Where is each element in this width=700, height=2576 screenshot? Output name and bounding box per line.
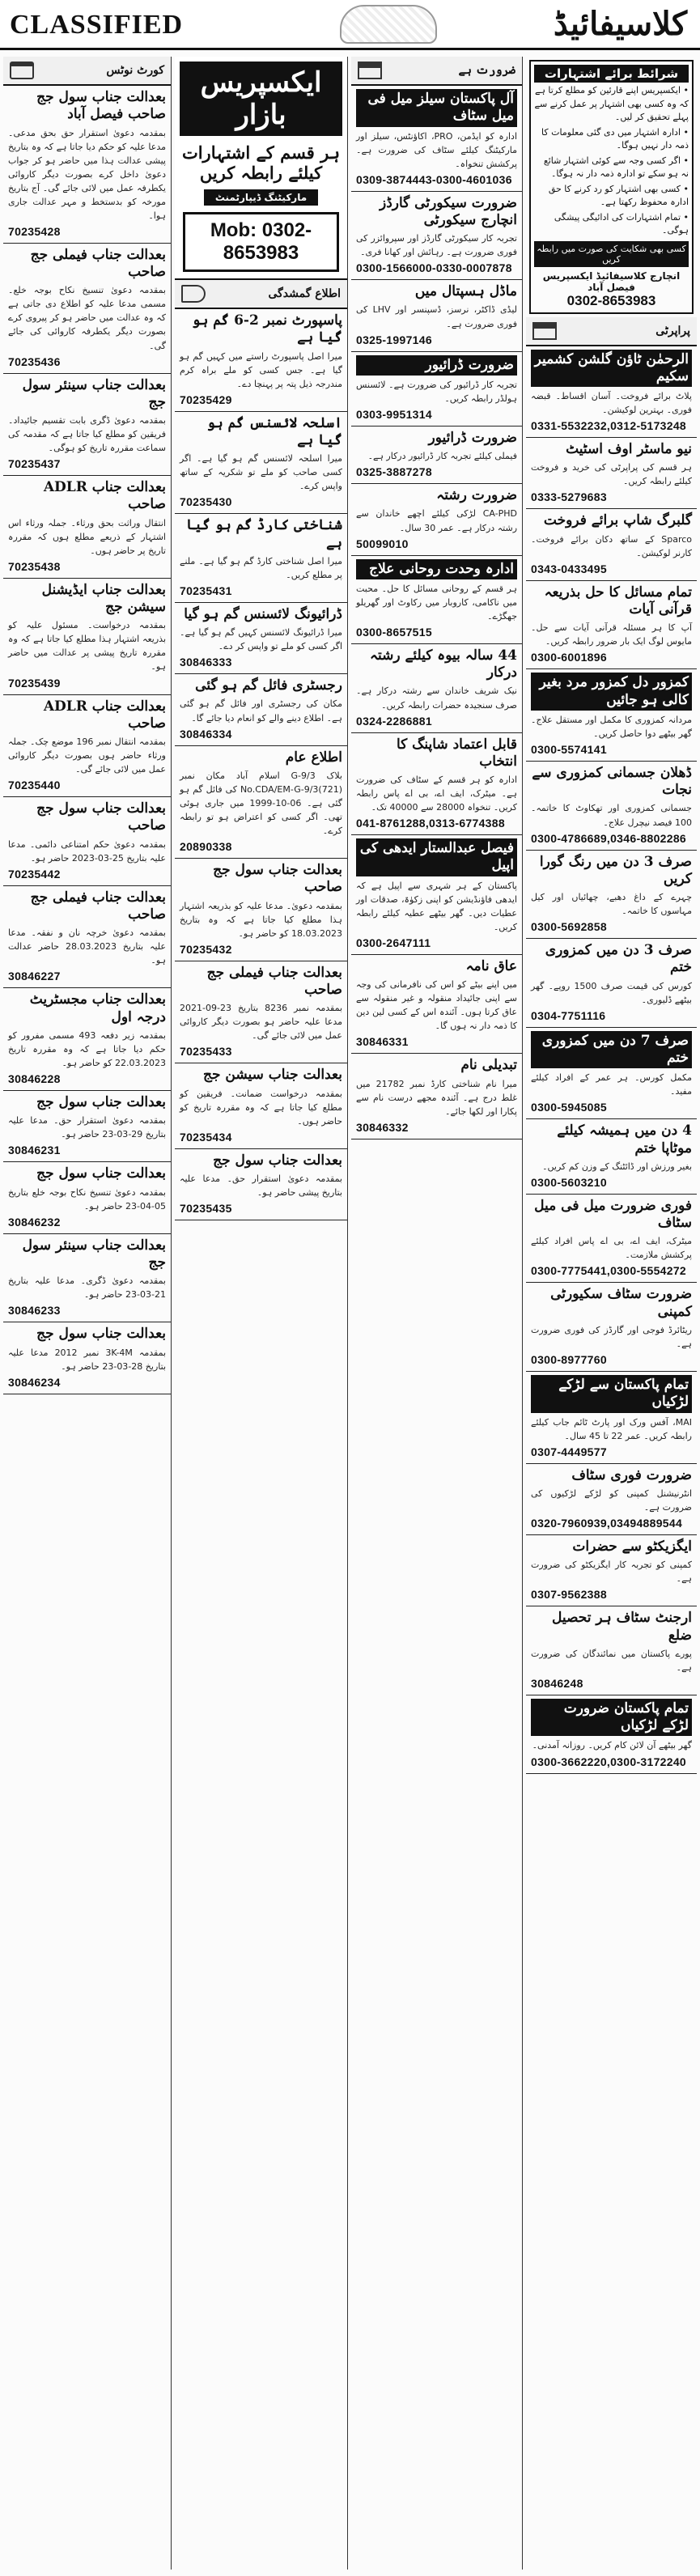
column-1 (3, 57, 172, 2570)
notice-rule: • اگر کسی وجہ سے کوئی اشتہار شائع نہ ہو سکے تو ادارہ ذمہ دار نہ ہوگا۔ (543, 155, 689, 179)
ad-title: ڈرائیونگ لائسنس گم ہو گیا (184, 605, 342, 622)
ad-phone: 70235437 (8, 457, 61, 471)
ad-body: بمقدمہ دعویٰ تنسیخ نکاح بوجہ خلع۔ مسمی مدعا علیہ کو اطلاع دی جاتی ہے کہ وہ عدالت میں حاضر ہو کر پیروی کرے بصورت دیگر یکطرفہ کاروائی کی جائے گی۔ (8, 285, 166, 351)
column-3 (351, 57, 523, 2570)
ad-title: نیو ماسٹر اوف اسٹیٹ (566, 441, 692, 458)
ad-title: ارجنٹ سٹاف ہر تحصیل ضلع (552, 1610, 692, 1644)
ad-phone: 0320-7960939,03494889544 (531, 1517, 683, 1530)
classified-ad (351, 556, 522, 644)
classified-ad (526, 939, 697, 1028)
ad-body: بمقدمہ دعویٰ ڈگری۔ مدعا علیہ بتاریخ 21-03-23 حاضر ہو۔ (8, 1275, 166, 1301)
col3-ad-list (351, 86, 522, 1139)
ad-title: بعدالت جناب سول جج (36, 1094, 166, 1111)
notice-phone: 0302-8653983 (566, 292, 656, 308)
classified-ad (351, 733, 522, 836)
classified-ad (526, 1695, 697, 1774)
classified-ad (526, 1535, 697, 1606)
ad-phone: 30846234 (8, 1375, 61, 1389)
ad-phone: 0325-1997146 (356, 333, 432, 346)
ad-body: بمقدمہ دعویٰ تنسیخ نکاح بوجہ خلع بتاریخ 05-04-23 حاضر ہو۔ (8, 1186, 166, 1212)
ad-phone: 0300-6001896 (531, 651, 607, 664)
ad-phone: 70235435 (180, 1202, 232, 1216)
ad-title: صرف 3 دن میں رنگ گورا کریں (539, 853, 692, 887)
notice-rule: • کسی بھی اشتہار کو رد کرنے کا حق ادارہ محفوظ رکھتا ہے۔ (548, 183, 689, 207)
express-bazaar-banner (175, 57, 347, 280)
ad-title: بعدالت جناب مجسٹریٹ درجہ اول (29, 991, 166, 1025)
ad-body: ادارہ کو ایڈمن، PRO، اکاؤنٹس، سیلز اور مارکیٹنگ کیلئے سٹاف کی ضرورت ہے۔ پرکشش تنخواہ۔ (356, 130, 517, 169)
ad-title: ضرورت سیکورٹی گارڈز انچارج سیکورٹی (380, 194, 517, 228)
classified-ad (351, 192, 522, 281)
ad-body: لیڈی ڈاکٹر، نرسز، ڈسپنسر اور LHV کی فوری ضرورت ہے۔ (356, 304, 518, 329)
ad-body: بمقدمہ زیر دفعہ 493 مسمی مفرور کو حکم دیا جاتا ہے کہ وہ مقررہ تاریخ 22.03.2023 کو حاضر ہو۔ (8, 1029, 166, 1068)
ad-body: پلاٹ برائے فروخت۔ آسان اقساط۔ قبضہ فوری۔ بہترین لوکیشن۔ (531, 391, 692, 416)
section-wanted (351, 57, 522, 86)
ad-title: کمزور دل کمزور مرد بغیر کالی ہو جائیں (531, 673, 692, 711)
classified-ad (175, 309, 347, 412)
classified-ad (526, 581, 697, 670)
ad-title: ضرورت ڈرائیور (428, 429, 517, 446)
classified-ad (3, 695, 171, 798)
ad-phone: 0300-5945085 (531, 1101, 607, 1114)
classified-ad (526, 1028, 697, 1120)
ad-phone: 0333-5279683 (531, 490, 607, 504)
section-title: اطلاع گمشدگی (268, 287, 341, 300)
ad-title: بعدالت جناب ADLR صاحب (43, 698, 166, 732)
terms-notice-box (529, 60, 694, 314)
ad-phone: 0300-7775441,0300-5554272 (531, 1264, 687, 1278)
ad-body: نیک شریف خاندان سے رشتہ درکار ہے۔ صرف سنجیدہ حضرات رابطہ کریں۔ (356, 685, 517, 711)
col4-ad-list (526, 346, 697, 1774)
banner-title: ایکسپریس بازار (180, 62, 342, 136)
ad-title: اسلحہ لائسنس گم ہو گیا ہے (206, 414, 342, 448)
ad-body: پورے پاکستان میں نمائندگان کی ضرورت ہے۔ (531, 1648, 692, 1673)
ad-title: تمام مسائل کا حل بذریعہ قرآنی آیات (544, 584, 692, 618)
document-icon (10, 62, 34, 79)
classified-ad (526, 1464, 697, 1535)
column-2 (175, 57, 348, 2570)
ad-phone: 70235430 (180, 495, 232, 509)
ad-phone: 30846248 (531, 1676, 583, 1690)
ad-phone: 0307-4449577 (531, 1445, 607, 1458)
ad-body: مکمل کورس۔ ہر عمر کے افراد کیلئے مفید۔ (531, 1072, 692, 1097)
ad-phone: 041-8761288,0313-6774388 (356, 817, 505, 830)
classified-ad (351, 352, 522, 427)
ad-phone: 30846331 (356, 1035, 409, 1049)
ad-title: ضرورت سٹاف سکیورٹی کمپنی (550, 1286, 692, 1320)
classified-ad (351, 644, 522, 733)
ad-title: قابل اعتماد شاپنگ کا انتخاب (396, 736, 517, 770)
ad-title: بعدالت جناب سول جج صاحب (213, 862, 342, 896)
ad-phone: 0300-1566000-0330-0007878 (356, 261, 512, 275)
notice-address: انچارج کلاسیفائیڈ ایکسپریس فیصل آباد (542, 269, 681, 293)
notice-rule: • ایکسپریس اپنے قارئین کو مطلع کرتا ہے کہ وہ کسی بھی اشتہار پر عمل کرنے سے پہلے تحقیق کر لیں۔ (534, 85, 689, 122)
ad-title: ضرورت فوری سٹاف (571, 1466, 692, 1483)
ad-body: بمقدمہ دعویٰ ڈگری بابت تقسیم جائیداد۔ فریقین کو مطلع کیا جاتا ہے کہ مقدمہ کی سماعت مقررہ تاریخ کو ہوگی۔ (8, 415, 166, 454)
classified-ad (3, 988, 171, 1091)
classified-ad (175, 961, 347, 1064)
header-illustration (340, 5, 437, 44)
ad-body: بغیر ورزش اور ڈائٹنگ کے وزن کم کریں۔ (542, 1161, 692, 1172)
ad-phone: 0300-8657515 (356, 625, 432, 639)
ad-body: جسمانی کمزوری اور تھکاوٹ کا خاتمہ۔ 100 فیصد نیچرل علاج۔ (531, 803, 692, 828)
ad-phone: 70235440 (8, 779, 61, 792)
ad-body: آپ کا ہر مسئلہ قرآنی آیات سے حل۔ مایوس لوگ ایک بار ضرور رابطہ کریں۔ (531, 622, 692, 647)
section-title: پراپرٹی (655, 324, 690, 337)
ad-body: بمقدمہ دعویٰ استقرار حق بحق مدعی۔ مدعا علیہ کو حکم دیا جاتا ہے کہ وہ بتاریخ پیشی عدالت ہذا میں حاضر ہو کر جواب دعویٰ داخل کرے بصورت دیگر کاروائی یکطرفہ عمل میں لائی جائے گی۔ آج بتاریخ مورخہ کو بدستخط و مہر عدالت جاری ہوا۔ (8, 127, 166, 221)
ad-body: کمپنی کو تجربہ کار ایگزیکٹو کی ضرورت ہے۔ (531, 1560, 692, 1585)
section-title: کورٹ نوٹس (106, 64, 164, 77)
classified-ad (526, 1606, 697, 1695)
ad-title: بعدالت جناب سیشن جج (203, 1067, 342, 1084)
classified-ad (351, 280, 522, 351)
section-property (526, 317, 697, 346)
classified-ad (351, 484, 522, 555)
ad-title: ضرورت ڈرائیور (356, 355, 517, 376)
classified-ad (3, 374, 171, 477)
ad-phone: 30846233 (8, 1304, 61, 1318)
ad-title: صرف 7 دن میں کمزوری ختم (531, 1031, 692, 1069)
banner-mobile: Mob: 0302-8653983 (183, 212, 339, 272)
classified-ad (526, 1195, 697, 1284)
ad-phone: 0300-5574141 (531, 742, 607, 756)
ad-title: بعدالت جناب سول جج (36, 1165, 166, 1182)
page-header (0, 0, 700, 50)
notice-title: شرائط برائے اشتہارات (534, 65, 689, 83)
classified-ad (175, 412, 347, 515)
ad-phone: 0309-3874443-0300-4601036 (356, 172, 512, 186)
ad-phone: 0325-3887278 (356, 465, 432, 479)
classified-ad (175, 859, 347, 961)
ad-title: آل پاکستان سیلز میل فی میل سٹاف (356, 89, 517, 127)
ad-phone: 70235438 (8, 559, 61, 573)
col2-ad-list (175, 309, 347, 1220)
classified-ad (3, 1162, 171, 1233)
classified-ad (175, 603, 347, 674)
ad-phone: 70235442 (8, 867, 61, 881)
ad-title: بعدالت جناب سول جج صاحب (36, 800, 166, 834)
ad-title: بعدالت جناب سول جج (36, 1326, 166, 1343)
ad-phone: 70235439 (8, 676, 61, 690)
notice-rules (534, 84, 689, 238)
ad-phone: 0300-8977760 (531, 1353, 607, 1367)
classified-ad (351, 427, 522, 484)
house-icon (358, 62, 382, 79)
ad-body: گھر بیٹھے آن لائن کام کریں۔ روزانہ آمدنی۔ (532, 1740, 692, 1751)
classified-ad (3, 1322, 171, 1394)
ad-title: گلبرگ شاپ برائے فروخت (543, 512, 692, 529)
section-lost (175, 280, 347, 309)
classified-ad (526, 1119, 697, 1195)
ad-title: بعدالت جناب سینئر سول جج (22, 1237, 166, 1271)
ad-body: ہر قسم کی پراپرٹی کی خرید و فروخت کیلئے رابطہ کریں۔ (531, 462, 692, 487)
classified-ad (351, 955, 522, 1054)
ad-phone: 50099010 (356, 537, 409, 550)
classified-ad (3, 1234, 171, 1323)
ad-phone: 0300-3662220,0300-3172240 (531, 1755, 687, 1768)
ad-title: ماڈل ہسپتال میں (414, 283, 517, 300)
ad-title: بعدالت جناب سینئر سول جج (22, 376, 166, 410)
ad-title: صرف 3 دن میں کمزوری ختم (545, 942, 692, 976)
section-court-notice (3, 57, 171, 86)
classified-ad (3, 579, 171, 695)
ad-phone: 70235429 (180, 393, 232, 406)
ad-body: بمقدمہ انتقال نمبر 196 موضع چک۔ جملہ ورثاء حاضر ہوں بصورت دیگر کاروائی عمل میں لائی جائے گی۔ (8, 736, 166, 775)
ad-body: ادارہ کو ہر قسم کے سٹاف کی ضرورت ہے۔ میٹرک، ایف اے، بی اے پاس رابطہ کریں۔ تنخواہ 28000 سے 40000 تک۔ (356, 774, 517, 813)
classified-ad (3, 797, 171, 886)
classified-ad (3, 244, 171, 374)
ad-body: مکان کی رجسٹری اور فائل گم ہو گئی ہے۔ اطلاع دینے والے کو انعام دیا جائے گا۔ (180, 698, 342, 724)
ad-body: تجربہ کار ڈرائیور کی ضرورت ہے۔ لائسنس ہولڈر رابطہ کریں۔ (356, 379, 517, 404)
ad-body: میٹرک، ایف اے، بی اے پاس افراد کیلئے پرکشش ملازمت۔ (531, 1236, 692, 1261)
ad-body: میرا اصل پاسپورٹ راستے میں کہیں گم ہو گیا ہے۔ جس کسی کو ملے براہ کرم مندرجہ ذیل پتہ پر پہنچا دے۔ (180, 350, 342, 389)
ad-body: بمقدمہ دعویٰ خرچہ نان و نفقہ۔ مدعا علیہ بتاریخ 28.03.2023 حاضر عدالت ہو۔ (8, 927, 166, 966)
ad-phone: 30846334 (180, 727, 232, 741)
notice-rule: • تمام اشتہارات کی ادائیگی پیشگی ہوگی۔ (554, 211, 689, 236)
classified-ad (526, 1283, 697, 1372)
classified-ad (526, 509, 697, 580)
ad-phone: 70235428 (8, 224, 61, 238)
ad-body: انٹرنیشنل کمپنی کو لڑکے لڑکیوں کی ضرورت ہے۔ (531, 1487, 692, 1513)
classified-ad (3, 476, 171, 579)
ad-body: میرا اصل شناختی کارڈ گم ہو گیا ہے۔ ملنے پر مطلع کریں۔ (180, 555, 342, 580)
classified-ad (175, 674, 347, 745)
ad-phone: 20890338 (180, 840, 232, 854)
ad-title: اطلاع عام (285, 749, 342, 766)
classified-ad (351, 86, 522, 192)
ad-body: Sparco کے ساتھ دکان برائے فروخت۔ کارنر لوکیشن۔ (531, 533, 692, 558)
ad-phone: 70235431 (180, 584, 232, 597)
ad-title: تبدیلی نام (460, 1057, 517, 1074)
ad-title: فیصل عبدالستار ایدھی کی اپیل (356, 838, 517, 876)
ad-phone: 30846228 (8, 1072, 61, 1086)
ad-title: پاسپورٹ نمبر 2-6 گم ہو گیا ہے (192, 312, 342, 346)
ad-phone: 70235434 (180, 1130, 232, 1144)
ad-body: بمقدمہ دعویٰ۔ مدعا علیہ کو بذریعہ اشتہار ہذا مطلع کیا جاتا ہے کہ وہ بتاریخ 18.03.2023 کو حاضر ہو۔ (180, 900, 342, 939)
classified-ad (526, 438, 697, 509)
ad-title: بعدالت جناب ایڈیشنل سیشن جج (41, 581, 166, 616)
ad-body: مردانہ کمزوری کا مکمل اور مستقل علاج۔ گھر بیٹھے دوا حاصل کریں۔ (531, 714, 692, 739)
ad-phone: 30846332 (356, 1120, 409, 1134)
ad-title: 44 سالہ بیوہ کیلئے رشتہ درکار (369, 647, 517, 681)
ad-phone: 30846231 (8, 1144, 61, 1157)
banner-subtitle: ہر قسم کے اشتہارات کیلئے رابطہ کریں (181, 142, 341, 183)
column-4 (526, 57, 697, 2570)
ad-phone: 30846333 (180, 656, 232, 669)
classified-ad (526, 346, 697, 439)
classified-ad (526, 669, 697, 762)
ad-body: بمقدمہ درخواست۔ مسئول علیہ کو بذریعہ اشتہار ہذا مطلع کیا جاتا ہے کہ وہ مقررہ تاریخ پیشی پر عدالت میں حاضر ہو۔ (8, 620, 166, 673)
col1-ad-list (3, 86, 171, 1394)
notice-footer: کسی بھی شکایت کی صورت میں رابطہ کریں (534, 241, 689, 267)
ad-body: فیملی کیلئے تجربہ کار ڈرائیور درکار ہے۔ (367, 451, 517, 462)
classified-ad (526, 851, 697, 940)
ad-phone: 30846232 (8, 1215, 61, 1229)
ad-title: عاق نامہ (465, 957, 517, 974)
ad-phone: 0300-5603210 (531, 1175, 607, 1189)
classified-ad (526, 1372, 697, 1464)
classified-ad (3, 1091, 171, 1162)
ad-phone: 0307-9562388 (531, 1588, 607, 1602)
classified-ad (351, 835, 522, 955)
notice-rule: • ادارہ اشتہار میں دی گئی معلومات کا ذمہ دار نہیں ہوگا۔ (541, 126, 689, 151)
ad-body: بمقدمہ درخواست ضمانت۔ فریقین کو مطلع کیا جاتا ہے کہ وہ مقررہ تاریخ کو حاضر ہوں۔ (180, 1088, 342, 1127)
ad-phone: 0324-2286881 (356, 714, 432, 728)
banner-dept: مارکیٹنگ ڈیپارٹمنٹ (204, 189, 318, 206)
ad-body: MAI، آفس ورک اور پارٹ ٹائم جاب کیلئے رابطہ کریں۔ عمر 22 تا 45 سال۔ (531, 1416, 692, 1441)
ad-body: بمقدمہ نمبر 8236 بتاریخ 23-09-2021 مدعا علیہ حاضر ہو بصورت دیگر کاروائی عمل میں لائی جائے گی۔ (180, 1003, 343, 1042)
ad-body: ریٹائرڈ فوجی اور گارڈز کی فوری ضرورت ہے۔ (531, 1324, 692, 1350)
ad-title: 4 دن میں ہمیشہ کیلئے موٹاپا ختم (557, 1122, 692, 1156)
ad-title: بعدالت جناب ADLR صاحب (43, 479, 166, 513)
classified-ad (3, 86, 171, 244)
ad-title: رجسٹری فائل گم ہو گئی (195, 677, 342, 694)
ad-body: تجربہ کار سیکورٹی گارڈز اور سپروائزر کی فوری ضرورت ہے۔ رہائش اور کھانا فری۔ (356, 233, 517, 258)
classified-ad (175, 1063, 347, 1148)
ad-title: شناختی کارڈ گم ہو گیا ہے (185, 517, 342, 551)
ad-phone: 70235436 (8, 354, 61, 368)
ad-phone: 30846227 (8, 970, 61, 983)
ad-body: بمقدمہ 3K-4M نمبر 2012 مدعا علیہ بتاریخ 28-03-23 حاضر ہو۔ (8, 1347, 167, 1372)
ad-title: بعدالت جناب فیملی جج صاحب (30, 246, 166, 281)
ad-title: ڈھلان جسمانی کمزوری سے نجات (532, 764, 692, 799)
ad-title: بعدالت جناب سول جج (213, 1152, 342, 1169)
ad-title: ایگزیکٹو سے حضرات (572, 1538, 692, 1555)
ad-title: تمام پاکستان سے لڑکے لڑکیاں (531, 1375, 692, 1413)
ad-body: میرا نام شناختی کارڈ نمبر 21782 میں غلط درج ہے۔ آئندہ مجھے درست نام سے پکارا اور لکھا جائے۔ (356, 1078, 518, 1117)
ad-title: ادارہ وحدت روحانی علاج (356, 559, 517, 579)
ad-title: فوری ضرورت میل فی میل سٹاف (534, 1197, 692, 1232)
section-title: ضرورت ہے (458, 64, 515, 77)
ad-phone: 0300-5692858 (531, 920, 607, 934)
ad-title: الرحمٰن ٹاؤن گلشن کشمیر سکیم (531, 350, 692, 388)
ad-phone: 70235432 (180, 942, 232, 956)
ad-title: ضرورت رشتہ (436, 487, 517, 504)
ad-body: میرا ڈرائیونگ لائسنس کہیں گم ہو گیا ہے۔ اگر کسی کو ملے تو واپس کر دے۔ (180, 627, 342, 652)
ad-body: CA-PHD لڑکی کیلئے اچھے خاندان سے رشتہ درکار ہے۔ عمر 30 سال۔ (356, 508, 517, 533)
classified-ad (3, 886, 171, 989)
ad-phone: 0331-5532232,0312-5173248 (531, 419, 687, 433)
ad-body: بلاک G-9/3 اسلام آباد مکان نمبر No.CDA/EM-G-9/3(721) کی فائل گم ہو گئی ہے۔ 06-10-1999 میں جاری ہوئی تھی۔ اگر کسی کو اعتراض ہو تو رابطہ کرے۔ (180, 770, 342, 836)
ad-body: بمقدمہ دعویٰ حکم امتناعی دائمی۔ مدعا علیہ بتاریخ 25-03-2023 حاضر ہو۔ (8, 838, 166, 864)
classified-ad (175, 514, 347, 603)
ad-body: بمقدمہ دعویٰ استقرار حق۔ مدعا علیہ بتاریخ پیشی حاضر ہو۔ (180, 1173, 342, 1199)
ad-phone: 0343-0433495 (531, 562, 607, 575)
megaphone-icon (181, 285, 206, 303)
ad-phone: 0303-9951314 (356, 407, 432, 421)
ad-phone: 0300-4786689,0346-8802286 (531, 831, 687, 845)
ad-phone: 70235433 (180, 1045, 232, 1059)
header-title-ur: کلاسیفائیڈ (553, 5, 687, 43)
ad-body: کورس کی قیمت صرف 1500 روپے۔ گھر بیٹھے ڈلیوری۔ (531, 980, 692, 1005)
ad-body: میں اپنے بیٹے کو اس کی نافرمانی کی وجہ سے اپنی جائیداد منقولہ و غیر منقولہ سے عاق کرتا ہوں۔ آئندہ اس کے کسی لین دین کا ذمہ دار نہ ہوں گا۔ (356, 979, 517, 1032)
ad-body: انتقال وراثت بحق ورثاء۔ جملہ ورثاء اس اشتہار کے ذریعے مطلع ہوں کہ مقررہ تاریخ پر حاضر ہوں۔ (8, 517, 166, 556)
ad-body: چہرے کے داغ دھبے، چھائیاں اور کیل مہاسوں کا خاتمہ۔ (531, 892, 692, 917)
ad-title: تمام پاکستان ضرورت لڑکے لڑکیاں (531, 1699, 692, 1737)
ad-body: بمقدمہ دعویٰ استقرار حق۔ مدعا علیہ بتاریخ 29-03-23 حاضر ہو۔ (8, 1115, 166, 1140)
ad-phone: 0300-2647111 (356, 936, 431, 949)
ad-title: بعدالت جناب فیملی جج صاحب (206, 964, 342, 998)
ad-title: بعدالت جناب فیملی جج صاحب (30, 889, 166, 923)
ad-title: بعدالت جناب سول جج صاحب فیصل آباد (36, 89, 166, 123)
classified-ad (175, 1149, 347, 1220)
ad-body: پاکستان کے ہر شہری سے اپیل ہے کہ ایدھی فاؤنڈیشن کو اپنی زکوٰۃ، صدقات اور عطیات دیں۔ گھر بیٹھے عطیہ کیلئے رابطہ کریں۔ (356, 880, 517, 932)
house-icon (532, 322, 557, 340)
classified-ad (175, 746, 347, 859)
header-title-en: CLASSIFIED (10, 10, 184, 40)
ad-body: میرا اسلحہ لائسنس گم ہو گیا ہے۔ اگر کسی صاحب کو ملے تو شکریہ کے ساتھ واپس کرے۔ (180, 453, 342, 492)
ad-body: ہر قسم کے روحانی مسائل کا حل۔ محبت میں ناکامی، کاروبار میں رکاوٹ اور گھریلو جھگڑے۔ (356, 583, 517, 622)
classified-ad (351, 1054, 522, 1139)
classified-ad (526, 762, 697, 851)
ad-phone: 0304-7751116 (531, 1008, 606, 1022)
